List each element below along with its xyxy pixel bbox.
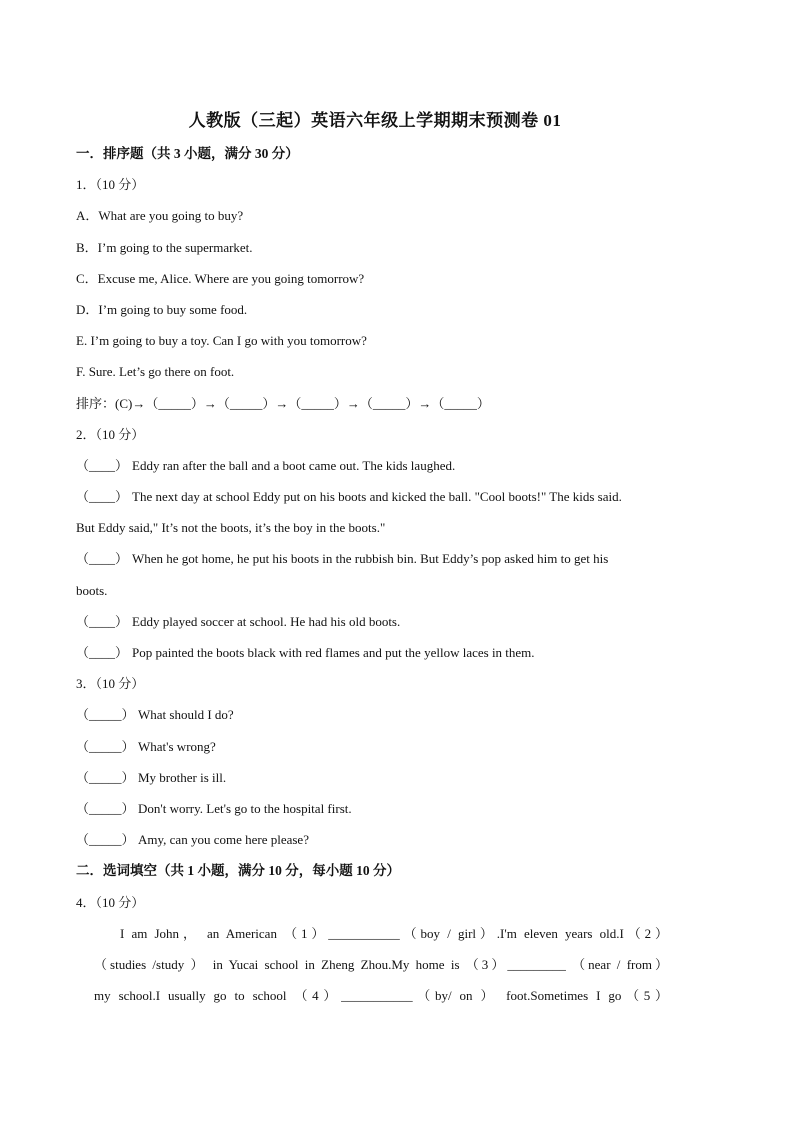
question-4-number: 4．（10 分） (76, 894, 145, 910)
answer-bracket[interactable]: （____） (76, 489, 129, 505)
question-1-number: 1．（10 分） (76, 177, 145, 193)
question-3-number: 3．（10 分） (76, 676, 145, 692)
question-3-item-1 (76, 704, 668, 735)
question-2-item-5 (76, 642, 668, 673)
question-1-option-a: A．What are you going to buy? (76, 208, 244, 224)
question-1-option-c: C．Excuse me, Alice. Where are you going tomorrow? (76, 270, 365, 286)
question-2-item-text: When he got home, he put his boots in the rubbish bin. But Eddy’s pop asked him to get his (132, 551, 609, 567)
question-2-number: 2．（10 分） (76, 426, 145, 442)
question-2-item-text: The next day at school Eddy put on his boots and kicked the ball. "Cool boots!" The kids said. (132, 489, 622, 505)
question-2-item-2-continued: But Eddy said," It’s not the boots, it’s the boy in the boots." (76, 520, 386, 536)
question-1-option-b: B．I’m going to the supermarket. (76, 239, 253, 255)
question-2-item-3-continued: boots. (76, 582, 108, 598)
question-1-option-e: E. I’m going to buy a toy. Can I go with you tomorrow? (76, 333, 367, 349)
section-heading-word-choice: 二．选词填空（共 1 小题，满分 10 分，每小题 10 分） (76, 863, 400, 879)
question-4-passage-line-2: （studies /study ） in Yucai school in Zheng Zhou.My home is （3）_________ （near / from） (94, 956, 668, 972)
question-2-item-3 (76, 548, 668, 579)
answer-bracket[interactable]: （____） (76, 457, 129, 473)
question-4-passage-line-1: I am John， an American （1）___________（boy / girl）.I'm eleven years old.I（2） (120, 925, 668, 941)
document-title: 人教版（三起）英语六年级上学期期末预测卷 01 (188, 111, 562, 130)
question-1-order-answer[interactable]: 排序：(C)→（_____）→（_____）→（_____）→（_____）→（_____） (76, 395, 490, 411)
answer-bracket[interactable]: （_____） (76, 707, 135, 723)
question-1-option-f: F. Sure. Let’s go there on foot. (76, 364, 235, 380)
section-heading-ordering: 一．排序题（共 3 小题，满分 30 分） (76, 146, 299, 161)
exam-content (76, 143, 668, 1016)
question-3-item-text: My brother is ill. (138, 769, 227, 785)
question-4-passage-line-3: my school.I usually go to school （4）___________（by/ on ） foot.Sometimes I go（5） (94, 988, 668, 1004)
answer-bracket[interactable]: （_____） (76, 769, 135, 785)
answer-bracket[interactable]: （____） (76, 645, 129, 660)
question-3-item-text: What's wrong? (138, 738, 216, 754)
question-2-item-2 (76, 486, 668, 517)
question-3-item-4 (76, 798, 668, 829)
question-2-item-1 (76, 455, 668, 486)
question-3-item-3 (76, 767, 668, 798)
question-3-item-text: Don't worry. Let's go to the hospital first. (138, 800, 352, 816)
question-3-item-2 (76, 736, 668, 767)
question-3-item-text: Amy, can you come here please? (138, 832, 309, 848)
question-3-item-5 (76, 829, 668, 860)
question-3-item-text: What should I do? (138, 707, 234, 723)
answer-bracket[interactable]: （_____） (76, 738, 135, 754)
question-1-option-d: D．I’m going to buy some food. (76, 301, 248, 317)
question-2-item-text: Pop painted the boots black with red flames and put the yellow laces in them. (132, 645, 535, 660)
question-2-item-text: Eddy ran after the ball and a boot came out. The kids laughed. (132, 457, 456, 473)
question-2-item-text: Eddy played soccer at school. He had his old boots. (132, 613, 401, 629)
answer-bracket[interactable]: （____） (76, 551, 129, 567)
answer-bracket[interactable]: （_____） (76, 832, 135, 848)
question-2-item-4 (76, 611, 668, 642)
answer-bracket[interactable]: （____） (76, 613, 129, 629)
answer-bracket[interactable]: （_____） (76, 800, 135, 816)
